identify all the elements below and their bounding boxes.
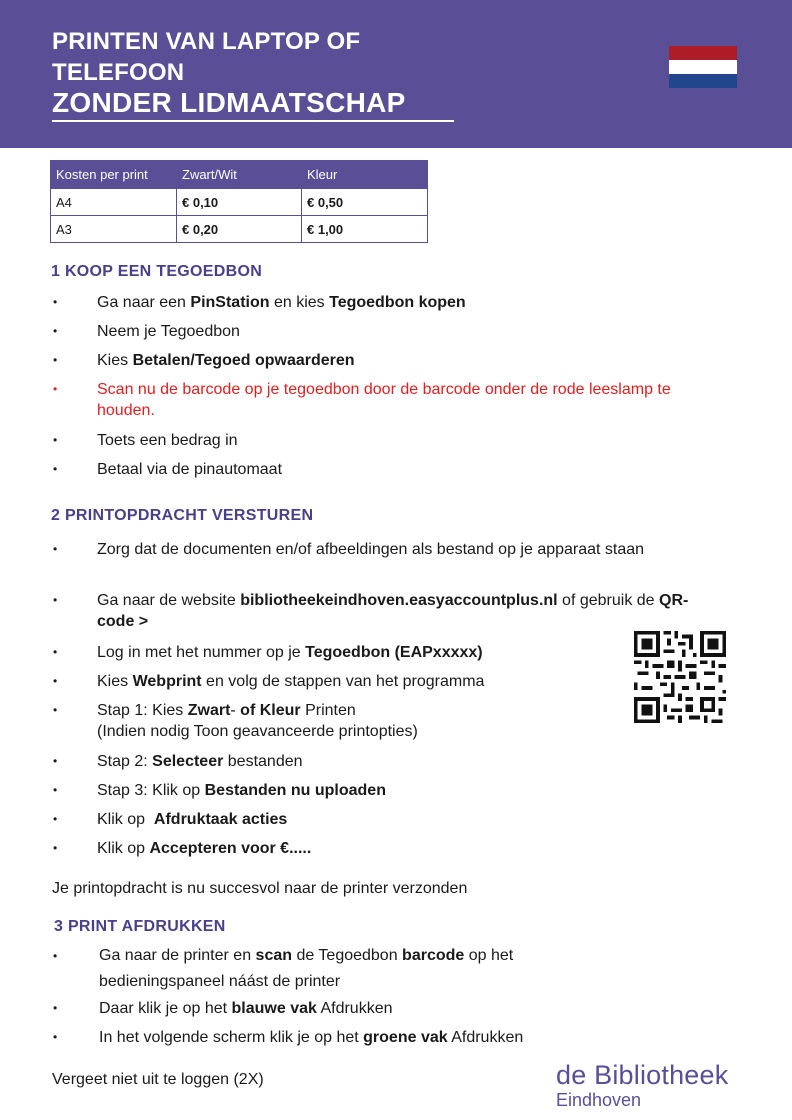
- section2-title: 2 PRINTOPDRACHT VERSTUREN: [51, 507, 314, 524]
- section2-footer-text: Je printopdracht is nu succesvol naar de printer verzonden: [52, 880, 468, 897]
- item-text: Ga naar de printer en: [99, 947, 256, 964]
- item-bold: PinStation: [190, 294, 270, 311]
- item-text: Afdrukken: [316, 1000, 393, 1017]
- table-row: [51, 189, 428, 216]
- item-text: Betaal via de pinautomaat: [97, 461, 283, 478]
- list-item: [50, 539, 700, 560]
- list-item: [50, 700, 610, 742]
- item-text: Stap 1: Kies: [97, 702, 188, 719]
- item-text: en volg de stappen van het programma: [201, 673, 485, 690]
- item-text: In het volgende scherm klik je op het: [99, 1029, 364, 1046]
- item-text: Scan nu de barcode op je tegoedbon door de barcode onder de rode leeslamp te houden.: [97, 381, 671, 419]
- item-bold: Tegoedbon kopen: [329, 294, 466, 311]
- list-item: [50, 350, 710, 371]
- table-row: [51, 216, 428, 243]
- list-item: [50, 751, 610, 772]
- list-item: [50, 943, 710, 995]
- list-item: [50, 838, 610, 859]
- item-bold: blauwe vak: [231, 1000, 317, 1017]
- table-header-row: [51, 161, 428, 189]
- item-bold: scan: [255, 947, 293, 964]
- logout-reminder: Vergeet niet uit te loggen (2X): [52, 1071, 264, 1088]
- item-text: Kies: [97, 352, 133, 369]
- table-cell: € 0,20: [177, 216, 302, 243]
- item-text: Log in met het nummer op je: [97, 644, 306, 661]
- item-bold: Webprint: [132, 673, 202, 690]
- list-item: [50, 780, 610, 801]
- item-bold: groene vak: [363, 1029, 448, 1046]
- table-cell: A4: [51, 189, 177, 216]
- item-text: Ga naar een: [97, 294, 191, 311]
- item-text: Ga naar de website: [97, 592, 241, 609]
- header-banner: [0, 0, 792, 148]
- table-header-cell: Zwart/Wit: [177, 161, 302, 189]
- table-cell: € 1,00: [302, 216, 428, 243]
- list-item: [50, 590, 690, 632]
- table-header-cell: Kosten per print: [51, 161, 177, 189]
- item-text: op het: [464, 947, 514, 964]
- item-text: bestanden: [223, 753, 303, 770]
- item-text: Toets een bedrag in: [97, 432, 238, 449]
- item-bold: Accepteren voor €.....: [149, 840, 312, 857]
- table-cell: A3: [51, 216, 177, 243]
- dutch-flag-icon: [669, 46, 737, 88]
- item-text: -: [230, 702, 241, 719]
- item-bold: of Kleur: [240, 702, 301, 719]
- website-url: bibliotheekeindhoven.easyaccountplus.nl: [240, 592, 558, 609]
- item-bold: QR-code >: [97, 592, 689, 630]
- item-bold: Selecteer: [152, 753, 224, 770]
- title-underline: [52, 120, 454, 122]
- item-text: Zorg dat de documenten en/of afbeeldingen als bestand op je apparaat staan: [97, 541, 645, 558]
- item-text: Klik op: [97, 811, 154, 828]
- list-item: [50, 292, 710, 313]
- list-item: [50, 459, 710, 480]
- item-text: Afdrukken: [447, 1029, 524, 1046]
- item-text: Daar klik je op het: [99, 1000, 232, 1017]
- list-item: [50, 321, 710, 342]
- price-table: [50, 160, 428, 243]
- qr-code-icon[interactable]: [634, 631, 726, 723]
- list-item: [50, 998, 710, 1019]
- list-item: [50, 671, 610, 692]
- item-bold: Afdruktaak acties: [153, 811, 288, 828]
- item-text: Klik op: [97, 840, 150, 857]
- list-item-warning: [50, 379, 690, 421]
- item-bold: Betalen/Tegoed opwaarderen: [132, 352, 355, 369]
- item-bold: barcode: [402, 947, 465, 964]
- list-item: [50, 809, 610, 830]
- item-text: Stap 2:: [97, 753, 153, 770]
- section1-title: 1 KOOP EEN TEGOEDBON: [51, 263, 263, 280]
- logo-line1: de Bibliotheek: [556, 1060, 729, 1090]
- item-text: en kies: [269, 294, 330, 311]
- item-bold: Tegoedbon (EAPxxxxx): [305, 644, 483, 661]
- page-title-line1: PRINTEN VAN LAPTOP OF TELEFOON: [52, 28, 361, 86]
- item-text: Neem je Tegoedbon: [97, 323, 240, 340]
- item-text: Stap 3: Klik op: [97, 782, 205, 799]
- item-text: of gebruik de: [557, 592, 660, 609]
- item-bold: Zwart: [187, 702, 231, 719]
- item-text: (Indien nodig Toon geavanceerde printopties): [97, 723, 418, 740]
- library-logo: [556, 1061, 728, 1110]
- list-item: [50, 430, 710, 451]
- item-text: Kies: [97, 673, 133, 690]
- table-cell: € 0,50: [302, 189, 428, 216]
- page-title-line2: ZONDER LIDMAATSCHAP: [52, 87, 406, 118]
- table-cell: € 0,10: [177, 189, 302, 216]
- item-text: bedieningspaneel náást de printer: [99, 973, 341, 990]
- list-item: [50, 1027, 710, 1048]
- item-text: de Tegoedbon: [292, 947, 403, 964]
- list-item: [50, 642, 610, 663]
- table-header-cell: Kleur: [302, 161, 428, 189]
- item-bold: Bestanden nu uploaden: [204, 782, 386, 799]
- section3-title: 3 PRINT AFDRUKKEN: [54, 918, 226, 935]
- logo-line2: Eindhoven: [556, 1090, 642, 1110]
- item-text: Printen: [300, 702, 356, 719]
